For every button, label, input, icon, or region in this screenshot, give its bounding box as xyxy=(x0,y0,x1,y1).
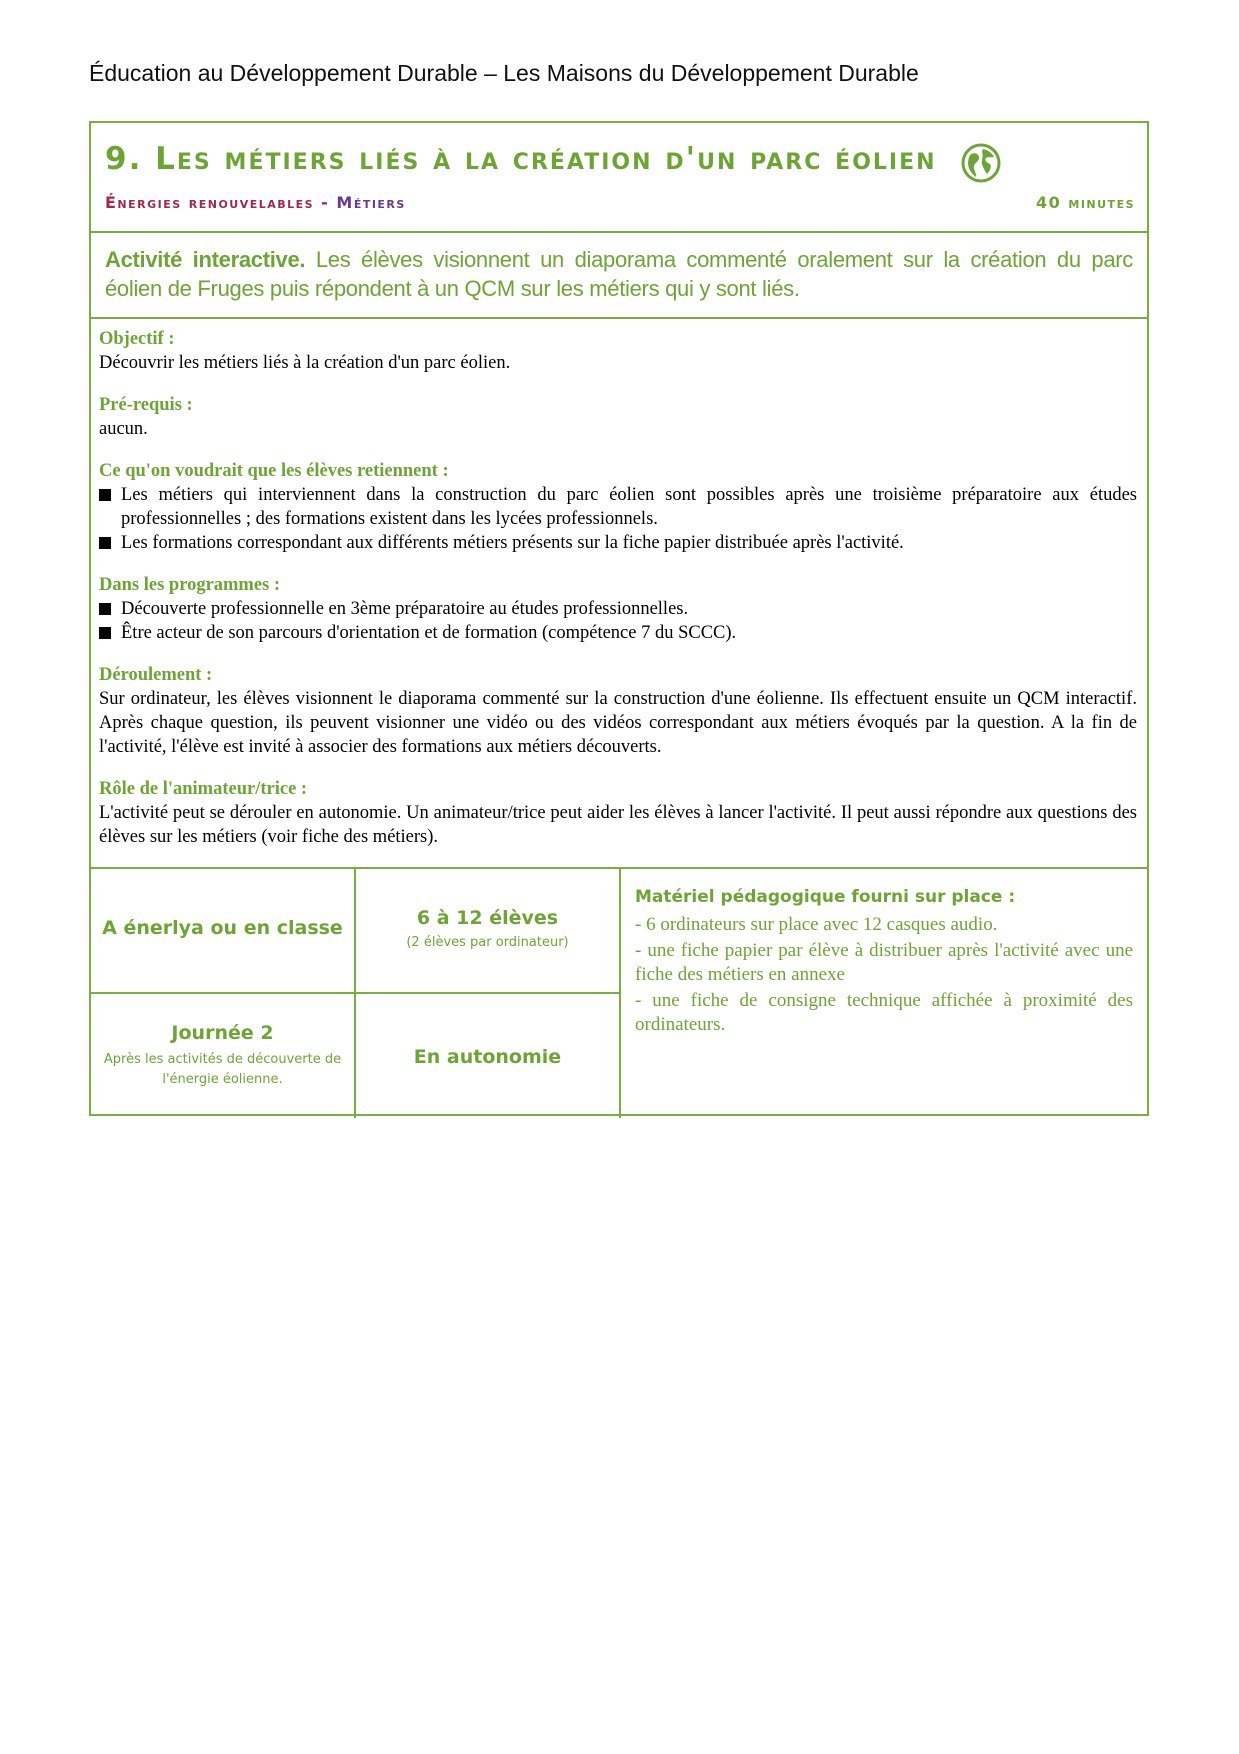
list-item: - une fiche de consigne technique affichée à proximité des ordinateurs. xyxy=(635,990,1133,1035)
intro-text xyxy=(105,245,1133,303)
section-title: Ce qu'on voudrait que les élèves retiennent : xyxy=(99,461,449,481)
materials-list xyxy=(635,913,1133,1039)
list-item: - une fiche papier par élève à distribuer après l'activité avec une fiche des métiers en annexe xyxy=(635,940,1133,985)
square-bullet-icon xyxy=(99,603,111,615)
section-title: Rôle de l'animateur/trice : xyxy=(99,779,308,799)
day-label: Journée 2 xyxy=(171,1022,274,1044)
square-bullet-icon xyxy=(99,537,111,549)
group-size-note: (2 élèves par ordinateur) xyxy=(406,935,569,950)
section-title: Pré-requis : xyxy=(99,395,193,415)
tag-metiers: Métiers xyxy=(336,193,406,212)
info-grid xyxy=(91,867,1147,1114)
list-item-text: Découverte professionnelle en 3ème préparatoire au études professionnelles. xyxy=(121,599,689,619)
section-text: L'activité peut se dérouler en autonomie. Un animateur/trice peut aider les élèves à lancer l'activité. Il peut aussi répondre aux questions des élèves sur les métiers (voir fiche des métiers). xyxy=(99,803,1137,847)
mode-label: En autonomie xyxy=(413,1046,562,1068)
intro-bold: Activité interactive. xyxy=(105,247,306,272)
day-cell xyxy=(91,994,356,1118)
intro-block xyxy=(91,231,1147,319)
duration-label: 40 minutes xyxy=(1036,193,1135,212)
section-objectif xyxy=(99,327,1137,375)
location-label: A énerlya ou en classe xyxy=(102,917,343,939)
list-item xyxy=(99,483,1137,531)
list-item xyxy=(99,597,1137,621)
activity-card xyxy=(89,121,1149,1116)
activity-title: 9. Les métiers liés à la création d'un parc éolien xyxy=(105,141,937,177)
materials-title: Matériel pédagogique fourni sur place : xyxy=(635,887,1016,907)
section-text: Découvrir les métiers liés à la création d'un parc éolien. xyxy=(99,353,511,373)
section-text: aucun. xyxy=(99,419,148,439)
section-text: Sur ordinateur, les élèves visionnent le diaporama commenté sur la construction d'une éolienne. Ils effectuent ensuite un QCM interactif. Après chaque question, ils peuvent visionner une vidéo ou des vidéos correspondant aux métiers évoqués par la question. A la fin de l'activité, l'élève est invité à associer des formations aux métiers découverts. xyxy=(99,689,1137,757)
list-item-text: Les métiers qui interviennent dans la construction du parc éolien sont possibles après une troisième préparatoire aux études professionnelles ; des formations existent dans les lycées professionnels. xyxy=(121,485,1137,529)
section-title: Déroulement : xyxy=(99,665,213,685)
title-block xyxy=(91,123,1147,233)
globe-icon xyxy=(961,143,1001,183)
section-title: Objectif : xyxy=(99,329,175,349)
group-size-cell xyxy=(356,869,621,994)
tag-separator: - xyxy=(314,193,337,212)
section-role xyxy=(99,777,1137,849)
list-item-text: Les formations correspondant aux différents métiers présents sur la fiche papier distribuée après l'activité. xyxy=(121,533,904,553)
day-note: Après les activités de découverte de l'énergie éolienne. xyxy=(103,1052,342,1087)
group-size-label: 6 à 12 élèves xyxy=(416,907,559,929)
materials-cell xyxy=(621,869,1147,1118)
list-item xyxy=(99,621,1137,645)
activity-tags xyxy=(105,193,406,212)
square-bullet-icon xyxy=(99,489,111,501)
document-header: Éducation au Développement Durable – Les Maisons du Développement Durable xyxy=(89,60,919,86)
square-bullet-icon xyxy=(99,627,111,639)
list-item-text: Être acteur de son parcours d'orientation et de formation (compétence 7 du SCCC). xyxy=(121,623,737,643)
list-item: - 6 ordinateurs sur place avec 12 casques audio. xyxy=(635,914,998,935)
section-prerequis xyxy=(99,393,1137,441)
section-retenir xyxy=(99,459,1137,555)
intro-body: Les élèves visionnent un diaporama commenté oralement sur la création du parc éolien de Fruges puis répondent à un QCM sur les métiers qui y sont liés. xyxy=(105,247,1133,301)
list-item xyxy=(99,531,1137,555)
location-cell xyxy=(91,869,356,994)
mode-cell xyxy=(356,994,621,1118)
section-title: Dans les programmes : xyxy=(99,575,281,595)
content-sections xyxy=(99,327,1137,867)
tag-energies: Énergies renouvelables xyxy=(105,193,315,212)
section-programmes xyxy=(99,573,1137,645)
section-deroulement xyxy=(99,663,1137,759)
